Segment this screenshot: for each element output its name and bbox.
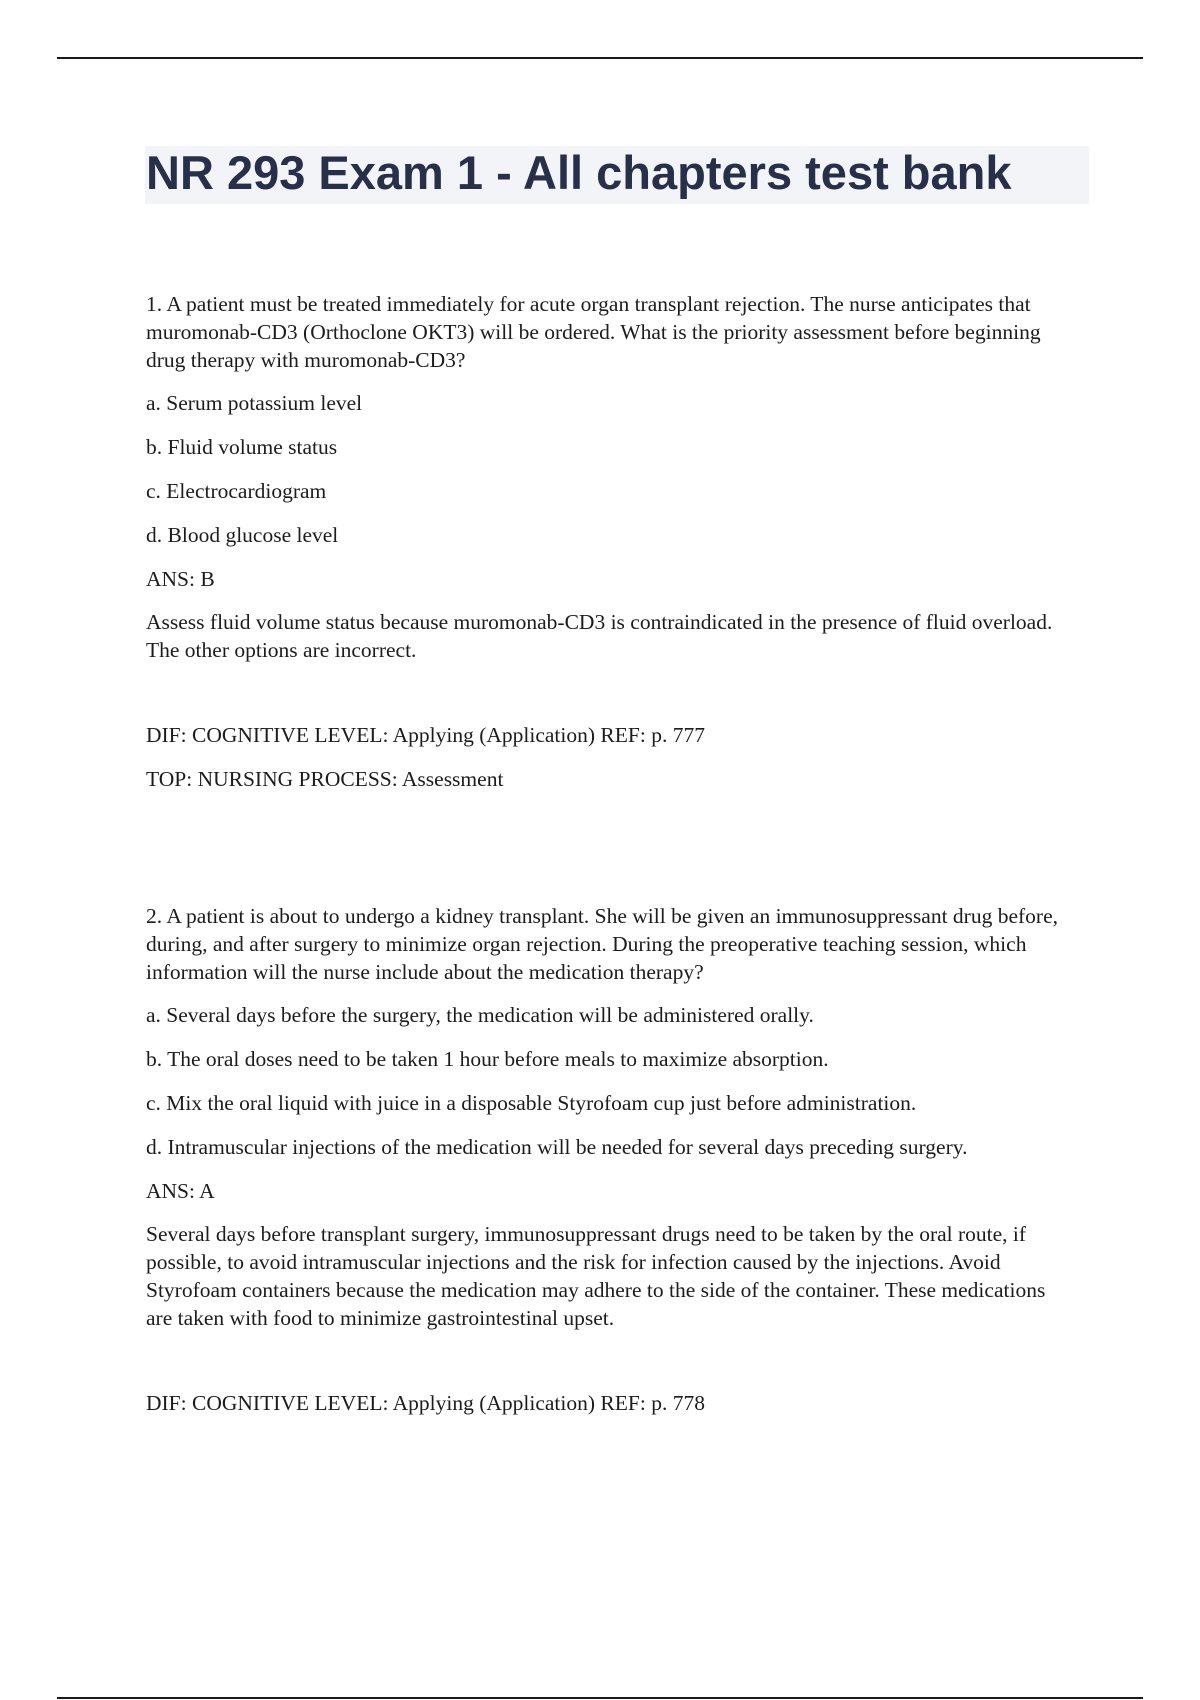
answer-option-b: b. Fluid volume status [146, 435, 338, 459]
question-stem: 1. A patient must be treated immediately for acute organ transplant rejection. The nurse anticipates that muromonab-CD3 (Orthoclone OKT3) will be ordered. What is the priority assessment before beginning drug therapy with muromonab-CD3? [146, 292, 1041, 372]
answer-option-c: c. Mix the oral liquid with juice in a disposable Styrofoam cup just before administration. [146, 1091, 917, 1115]
answer-option-b: b. The oral doses need to be taken 1 hour before meals to maximize absorption. [146, 1047, 829, 1071]
topic-tag: TOP: NURSING PROCESS: Assessment [146, 767, 504, 791]
question-stem: 2. A patient is about to undergo a kidney transplant. She will be given an immunosuppressant drug before, during, and after surgery to minimize organ rejection. During the preoperative teaching session, which information will the nurse include about the medication therapy? [146, 904, 1058, 984]
page-title: NR 293 Exam 1 - All chapters test bank [146, 146, 1012, 199]
question-2 [146, 902, 1076, 1417]
answer-option-d: d. Blood glucose level [146, 523, 339, 547]
top-divider [57, 57, 1143, 59]
question-1 [146, 290, 1076, 793]
answer-key: ANS: B [146, 567, 215, 591]
answer-option-d: d. Intramuscular injections of the medication will be needed for several days preceding surgery. [146, 1135, 968, 1159]
answer-option-a: a. Several days before the surgery, the medication will be administered orally. [146, 1003, 814, 1027]
answer-option-a: a. Serum potassium level [146, 391, 363, 415]
answer-rationale: Assess fluid volume status because muromonab-CD3 is contraindicated in the presence of fluid overload. The other options are incorrect. [146, 610, 1053, 662]
answer-option-c: c. Electrocardiogram [146, 479, 327, 503]
answer-key: ANS: A [146, 1179, 215, 1203]
answer-rationale: Several days before transplant surgery, immunosuppressant drugs need to be taken by the oral route, if possible, to avoid intramuscular injections and the risk for infection caused by the injections. Avoid Styrofoam containers because the medication may adhere to the side of the container. These medications are taken with food to minimize gastrointestinal upset. [146, 1222, 1046, 1330]
difficulty-reference: DIF: COGNITIVE LEVEL: Applying (Application) REF: p. 778 [146, 1391, 705, 1415]
bottom-divider [57, 1697, 1143, 1699]
difficulty-reference: DIF: COGNITIVE LEVEL: Applying (Application) REF: p. 777 [146, 723, 705, 747]
